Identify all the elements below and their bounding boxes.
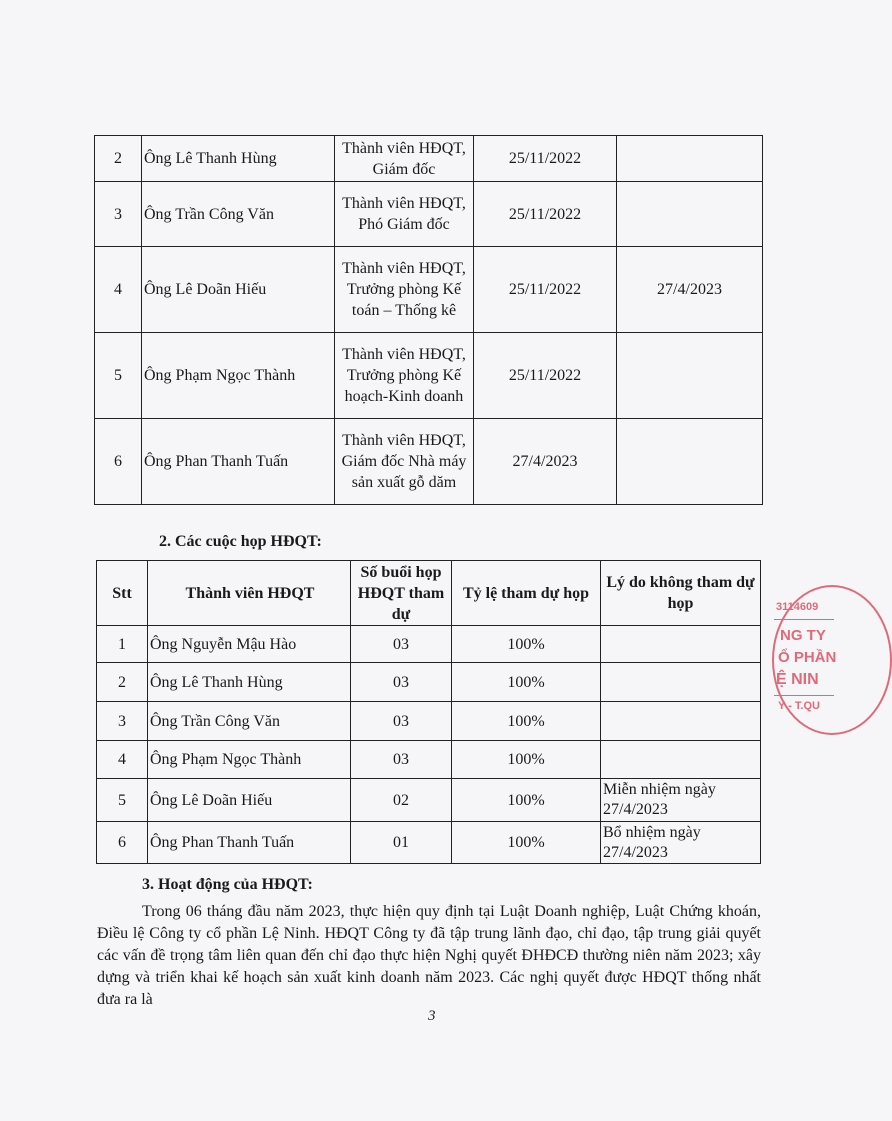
member-name: Ông Lê Doãn Hiếu	[142, 247, 335, 333]
table-row	[97, 702, 761, 741]
table-row	[97, 741, 761, 779]
row-stt: 2	[97, 663, 148, 702]
section-heading: 2. Các cuộc họp HĐQT:	[159, 533, 322, 550]
appointment-date: 25/11/2022	[474, 333, 617, 419]
member-role: Thành viên HĐQT, Trưởng phòng Kế toán – Thống kê	[335, 247, 474, 333]
meeting-count: 03	[351, 626, 452, 663]
attendance-rate: 100%	[452, 626, 601, 663]
appointment-date: 27/4/2023	[474, 419, 617, 505]
meeting-count: 02	[351, 779, 452, 822]
col-header-member: Thành viên HĐQT	[148, 561, 351, 626]
table-row	[95, 182, 763, 247]
table-row	[95, 419, 763, 505]
appointment-date: 25/11/2022	[474, 136, 617, 182]
attendance-rate: 100%	[452, 779, 601, 822]
member-role: Thành viên HĐQT, Giám đốc	[335, 136, 474, 182]
dismissal-date	[617, 419, 763, 505]
table-row	[97, 626, 761, 663]
table-row	[97, 663, 761, 702]
member-name: Ông Lê Thanh Hùng	[148, 663, 351, 702]
absence-reason: Bổ nhiệm ngày 27/4/2023	[601, 822, 761, 864]
member-name: Ông Lê Thanh Hùng	[142, 136, 335, 182]
table-row	[97, 779, 761, 822]
row-stt: 4	[97, 741, 148, 779]
meetings-table	[96, 560, 761, 864]
row-stt: 2	[95, 136, 142, 182]
stamp-text: NG TY	[780, 627, 826, 644]
row-stt: 6	[97, 822, 148, 864]
row-stt: 3	[97, 702, 148, 741]
stamp-divider	[774, 695, 834, 696]
directors-table	[94, 135, 763, 505]
member-name: Ông Lê Doãn Hiếu	[148, 779, 351, 822]
col-header-rate: Tỷ lệ tham dự họp	[452, 561, 601, 626]
attendance-rate: 100%	[452, 822, 601, 864]
row-stt: 1	[97, 626, 148, 663]
section-heading: 3. Hoạt động của HĐQT:	[142, 876, 313, 893]
stamp-divider	[774, 619, 834, 620]
row-stt: 4	[95, 247, 142, 333]
meeting-count: 01	[351, 822, 452, 864]
member-role: Thành viên HĐQT, Phó Giám đốc	[335, 182, 474, 247]
row-stt: 5	[97, 779, 148, 822]
table-row	[95, 247, 763, 333]
company-stamp	[772, 585, 837, 735]
meeting-count: 03	[351, 702, 452, 741]
absence-reason	[601, 663, 761, 702]
stamp-text: Y - T.QU	[778, 700, 820, 712]
attendance-rate: 100%	[452, 663, 601, 702]
member-name: Ông Phạm Ngọc Thành	[148, 741, 351, 779]
body-paragraph	[97, 901, 761, 1011]
table-row	[95, 333, 763, 419]
dismissal-date: 27/4/2023	[617, 247, 763, 333]
col-header-reason: Lý do không tham dự họp	[601, 561, 761, 626]
appointment-date: 25/11/2022	[474, 182, 617, 247]
member-role: Thành viên HĐQT, Trưởng phòng Kế hoạch-Kinh doanh	[335, 333, 474, 419]
member-name: Ông Nguyễn Mậu Hào	[148, 626, 351, 663]
absence-reason: Miễn nhiệm ngày 27/4/2023	[601, 779, 761, 822]
col-header-count: Số buổi họp HĐQT tham dự	[351, 561, 452, 626]
member-name: Ông Phan Thanh Tuấn	[148, 822, 351, 864]
page-number: 3	[428, 1008, 436, 1024]
table-row	[97, 822, 761, 864]
stamp-text: 3114609	[776, 601, 819, 613]
table-header-row	[97, 561, 761, 626]
meeting-count: 03	[351, 741, 452, 779]
attendance-rate: 100%	[452, 702, 601, 741]
paragraph-text: Trong 06 tháng đầu năm 2023, thực hiện quy định tại Luật Doanh nghiệp, Luật Chứng khoán, Điều lệ Công ty cổ phần Lệ Ninh. HĐQT Công ty đã tập trung lãnh đạo, chỉ đạo, tập trung giải quyết các vấn đề trọng tâm liên quan đến chỉ đạo thực hiện Nghị quyết ĐHĐCĐ thường niên năm 2023; xây dựng và triển khai kế hoạch sản xuất kinh doanh năm 2023. Các nghị quyết được HĐQT thống nhất đưa ra là	[97, 903, 761, 1008]
col-header-stt: Stt	[97, 561, 148, 626]
stamp-text: Ệ NIN	[776, 671, 819, 688]
member-name: Ông Phạm Ngọc Thành	[142, 333, 335, 419]
stamp-text: Ổ PHẦN	[778, 649, 837, 666]
absence-reason	[601, 741, 761, 779]
attendance-rate: 100%	[452, 741, 601, 779]
dismissal-date	[617, 333, 763, 419]
member-name: Ông Trần Công Văn	[142, 182, 335, 247]
row-stt: 6	[95, 419, 142, 505]
absence-reason	[601, 626, 761, 663]
member-name: Ông Trần Công Văn	[148, 702, 351, 741]
member-role: Thành viên HĐQT, Giám đốc Nhà máy sản xuất gỗ dăm	[335, 419, 474, 505]
dismissal-date	[617, 136, 763, 182]
row-stt: 5	[95, 333, 142, 419]
meeting-count: 03	[351, 663, 452, 702]
table-row	[95, 136, 763, 182]
member-name: Ông Phan Thanh Tuấn	[142, 419, 335, 505]
dismissal-date	[617, 182, 763, 247]
row-stt: 3	[95, 182, 142, 247]
absence-reason	[601, 702, 761, 741]
appointment-date: 25/11/2022	[474, 247, 617, 333]
